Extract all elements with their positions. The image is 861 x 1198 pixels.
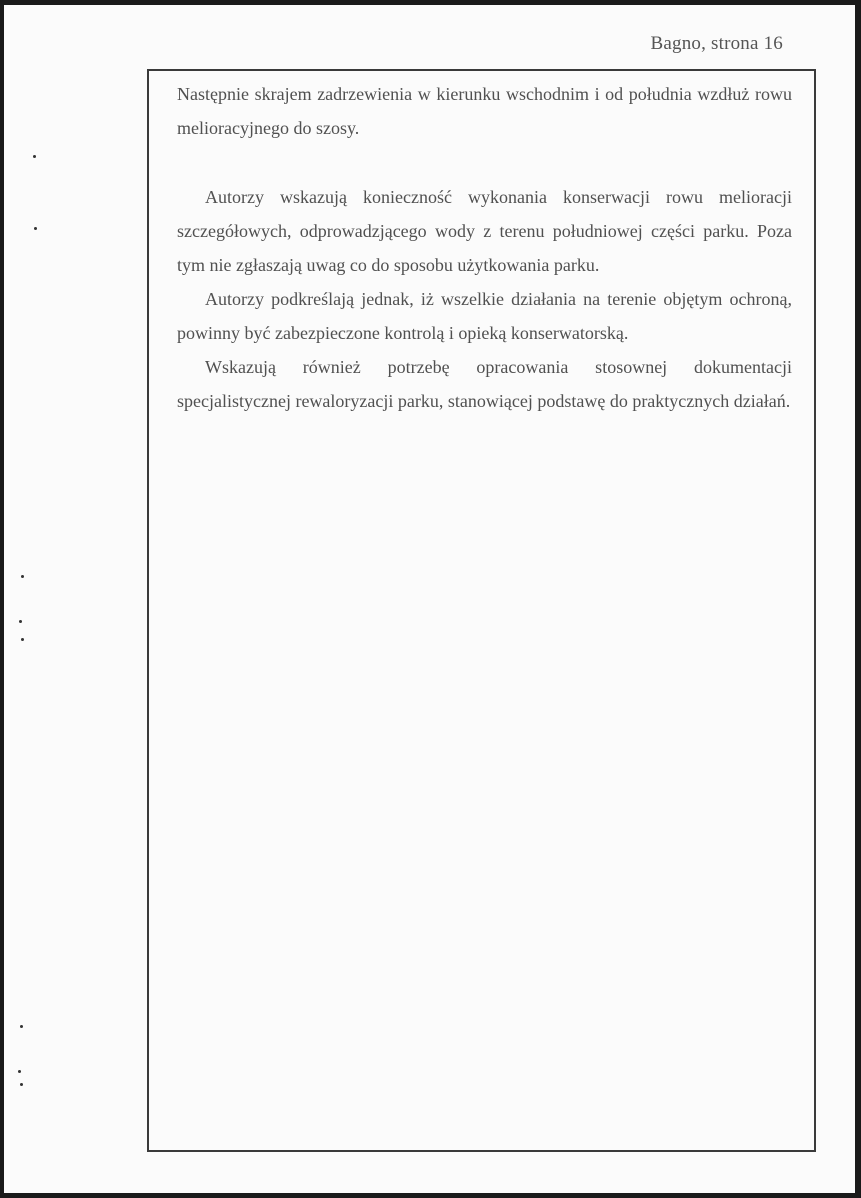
scan-speck bbox=[20, 1025, 23, 1028]
document-page bbox=[4, 5, 855, 1193]
body-text bbox=[177, 77, 792, 418]
paragraph-1: Następnie skrajem zadrzewienia w kierunku wschodnim i od południa wzdłuż rowu melioracyjnego do szosy. bbox=[177, 84, 792, 138]
scan-speck bbox=[21, 575, 24, 578]
scan-speck bbox=[19, 620, 22, 623]
page-header: Bagno, strona 16 bbox=[650, 33, 783, 54]
paragraph-3: Autorzy podkreślają jednak, iż wszelkie działania na terenie objętym ochroną, powinny być zabezpieczone kontrolą i opieką konserwatorską. bbox=[177, 289, 792, 343]
scan-speck bbox=[20, 1083, 23, 1086]
text-frame bbox=[147, 69, 816, 1152]
scan-speck bbox=[34, 227, 37, 230]
paragraph-4: Wskazują również potrzebę opracowania stosownej dokumentacji specjalistycznej rewaloryzacji parku, stanowiącej podstawę do praktycznych działań. bbox=[177, 357, 792, 411]
scan-speck bbox=[21, 638, 24, 641]
scan-speck bbox=[18, 1070, 21, 1073]
scan-speck bbox=[33, 155, 36, 158]
paragraph-2: Autorzy wskazują konieczność wykonania konserwacji rowu melioracji szczegółowych, odprowadzjącego wody z terenu południowej części parku. Poza tym nie zgłaszają uwag co do sposobu użytkowania parku. bbox=[177, 187, 792, 275]
